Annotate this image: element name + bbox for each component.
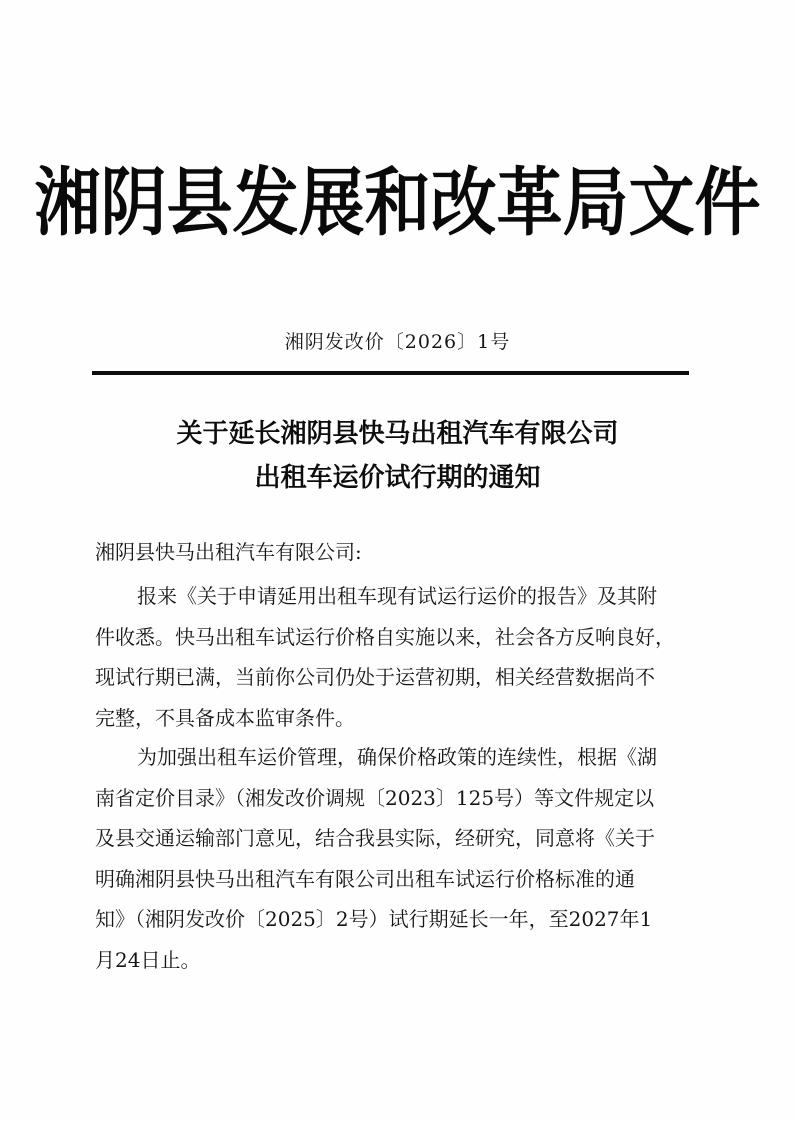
salutation: 湘阴县快马出租汽车有限公司: (95, 540, 362, 564)
paragraph-line: 月24日止。 (95, 947, 201, 972)
notice-title-line-2: 出租车运价试行期的通知 (254, 463, 541, 493)
document-number: 湘阴发改价〔2026〕1号 (284, 331, 511, 353)
header-divider-line (92, 371, 689, 375)
paragraph-line: 为加强出租车运价管理，确保价格政策的连续性，根据《湖 (137, 745, 657, 769)
paragraph-line: 报来《关于申请延用出租车现有试运行运价的报告》及其附 (137, 584, 657, 608)
body-paragraph-1 (95, 576, 695, 738)
notice-title (0, 412, 795, 500)
paragraph-line: 南省定价目录》（湘发改价调规〔2023〕125号）等文件规定以 (95, 785, 655, 810)
paragraph-line: 明确湘阴县快马出租汽车有限公司出租车试运行价格标准的通 (95, 866, 635, 891)
body-paragraph-2 (95, 737, 695, 980)
paragraph-line: 现试行期已满，当前你公司仍处于运营初期，相关经营数据尚不 (95, 665, 655, 689)
document-masthead: 湘阴县发展和改革局文件 (34, 158, 761, 246)
paragraph-line: 及县交通运输部门意见，结合我县实际，经研究，同意将《关于 (95, 826, 655, 850)
paragraph-line: 知》（湘阴发改价〔2025〕2号）试行期延长一年，至2027年1 (95, 907, 653, 931)
paragraph-line: 完整，不具备成本监审条件。 (95, 705, 355, 730)
paragraph-line: 件收悉。快马出租车试运行价格自实施以来，社会各方反响良好， (95, 624, 675, 649)
notice-title-line-1: 关于延长湘阴县快马出租汽车有限公司 (176, 419, 619, 449)
